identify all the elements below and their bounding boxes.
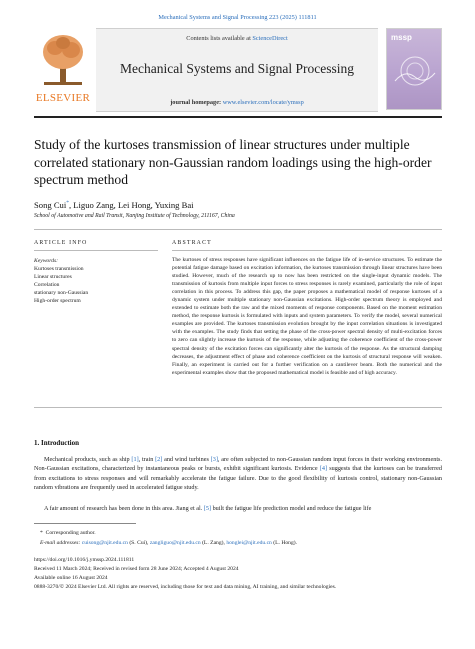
reference-link[interactable]: [3] bbox=[210, 456, 218, 463]
cover-graphic-icon bbox=[393, 51, 437, 91]
reference-link[interactable]: [1] bbox=[131, 456, 139, 463]
keyword-item: Kurtoses transmission bbox=[34, 266, 84, 273]
author-name[interactable]: Lei Hong bbox=[117, 200, 151, 210]
copyright-notice: 0888-3270/© 2024 Elsevier Ltd. All rights are reserved, including those for text and data mining, AI training, and similar technologies. bbox=[34, 584, 337, 590]
contents-line bbox=[96, 35, 378, 42]
author-name[interactable]: Liguo Zang bbox=[73, 200, 114, 210]
elsevier-wordmark: ELSEVIER bbox=[35, 92, 91, 104]
reference-link[interactable]: [2] bbox=[155, 456, 163, 463]
email-addresses bbox=[40, 540, 297, 546]
email-link[interactable]: zangliguo@njit.edu.cn bbox=[149, 540, 201, 546]
intro-text: , are often subjected to non-Gaussian random input forces in their working environments. Non-Gaussian excitations, characterized by instantaneous peaks or bursts, exhibit significant kurtosis. Evidence bbox=[34, 456, 442, 473]
author-list: Song Cui*, Liguo Zang, Lei Hong, Yuxing Bai bbox=[34, 200, 194, 210]
corresponding-text: Corresponding author. bbox=[45, 530, 96, 536]
abstract-text: The kurtoses of stress responses have significant influences on the fatigue life of in-service structures. To estimate the potential fatigue damage based on excitation information, the kurtoses transmission through linear structures have been studied. However, much of the research up to now has been restricted on the single-input dynamic models. The transmission of kurtosis from multiple input forces to stress responses is rarely examined, particularly the role of input correlation in this process. To address this gap, the paper proposes a mathematical model of response kurtoses of a dynamic system under multiple stationary non-Gaussian excitations. High-order spectrum theory is employed and extended to estimate both the raw and the mixed moments of response components. Based on the moment estimation method, the response kurtosis is formulated with inputs and system parameters. To verify the model, several numerical examples are provided. The kurtoses transmission evolution brought by the input correlation situations is investigated with the examples. The study finds that setting the phase of the cross-power spectral density of multi-excitation forces to zero can slightly increase the kurtosis of the response, while adjusting the coherence coefficient of the cross-power spectral density of the excitation forces can significantly alter the kurtosis of the response. As the structural damping decreases, the adjustment effect of phase and coherence coefficient on the kurtosis of structural response will weaken. Finally, an experiment is carried out for a further verification on a cantilever beam. Both the numerical and the experimental examples show that the proposed mathematical model is feasible and of high accuracy. bbox=[172, 257, 442, 376]
author-name[interactable]: Song Cui bbox=[34, 200, 67, 210]
journal-title: Mechanical Systems and Signal Processing bbox=[120, 61, 354, 76]
email-link[interactable]: honglei@njit.edu.cn bbox=[226, 540, 272, 546]
abstract-heading: ABSTRACT bbox=[172, 240, 212, 246]
sciencedirect-link[interactable]: ScienceDirect bbox=[252, 35, 288, 42]
reference-link[interactable]: [4] bbox=[319, 465, 328, 473]
intro-text: and wind turbines bbox=[162, 456, 211, 463]
journal-masthead bbox=[34, 28, 442, 110]
author-name[interactable]: Yuxing Bai bbox=[154, 200, 194, 210]
reference-link[interactable]: [5] bbox=[203, 505, 212, 512]
homepage-label: journal homepage: bbox=[170, 99, 223, 106]
article-info-divider bbox=[34, 250, 158, 251]
received-dates: Received 11 March 2024; Received in revised form 28 June 2024; Accepted 4 August 2024 bbox=[34, 566, 239, 572]
intro-text: built the fatigue life prediction model and reduce the fatigue life bbox=[211, 505, 372, 512]
abstract-end-divider bbox=[34, 407, 442, 408]
intro-text: Mechanical products, such as ship bbox=[44, 456, 132, 463]
available-online-date: Available online 16 August 2024 bbox=[34, 575, 108, 581]
affiliation: School of Automotive and Rail Transit, Nanjing Institute of Technology, 211167, China bbox=[34, 213, 235, 219]
corresponding-author-note: * Corresponding author. bbox=[40, 530, 96, 536]
keyword-item: Linear structures bbox=[34, 274, 72, 281]
cover-label: mssp bbox=[391, 33, 412, 42]
header-divider bbox=[34, 229, 442, 230]
intro-text: suggests that the kurtoses can be transferred from excitations to stress responses and will remarkably accelerate the fatigue failure. Due to the good flexibility of kurtosis control, stationary non-Gaussian random vibrations are frequently used in accelerated fatigue study. bbox=[34, 465, 442, 491]
homepage-link[interactable]: www.elsevier.com/locate/ymssp bbox=[222, 99, 304, 106]
intro-text: , train bbox=[138, 456, 156, 463]
article-title: Study of the kurtoses transmission of linear structures under multiple correlated stationary non-Gaussian random loadings using the high-order spectrum method bbox=[34, 137, 432, 187]
article-info-heading: ARTICLE INFO bbox=[34, 240, 88, 246]
intro-text: A fair amount of research has been done in this area. Jiang et al. bbox=[44, 505, 204, 512]
email-owner: (L. Hong). bbox=[271, 540, 298, 546]
running-head[interactable]: Mechanical Systems and Signal Processing 223 (2025) 111811 bbox=[158, 14, 317, 21]
doi-link[interactable]: https://doi.org/10.1016/j.ymssp.2024.111811 bbox=[34, 557, 135, 563]
keywords-label: Keywords: bbox=[34, 258, 59, 264]
introduction-paragraph bbox=[34, 455, 442, 492]
email-owner: (S. Cui), bbox=[127, 540, 150, 546]
email-owner: (L. Zang), bbox=[200, 540, 227, 546]
email-link[interactable]: cuisong@njit.edu.cn bbox=[81, 540, 128, 546]
contents-prefix: Contents lists available at bbox=[186, 35, 253, 42]
introduction-heading: 1. Introduction bbox=[34, 439, 79, 447]
elsevier-logo[interactable] bbox=[34, 32, 92, 106]
keywords-block bbox=[34, 257, 158, 306]
masthead-divider bbox=[34, 116, 442, 118]
keyword-item: High-order spectrum bbox=[34, 298, 81, 305]
keyword-item: Correlation bbox=[34, 282, 60, 289]
homepage-line bbox=[96, 99, 378, 106]
keyword-item: stationary non-Gaussian bbox=[34, 290, 89, 297]
introduction-paragraph bbox=[34, 504, 442, 513]
abstract-divider bbox=[172, 250, 442, 251]
footnote-divider bbox=[34, 523, 136, 524]
email-label: E-mail addresses: bbox=[40, 540, 82, 546]
journal-info-box bbox=[96, 28, 378, 112]
corresponding-author-mark[interactable]: * bbox=[66, 200, 69, 207]
elsevier-tree-icon bbox=[40, 32, 86, 88]
journal-cover-image[interactable] bbox=[386, 28, 442, 110]
